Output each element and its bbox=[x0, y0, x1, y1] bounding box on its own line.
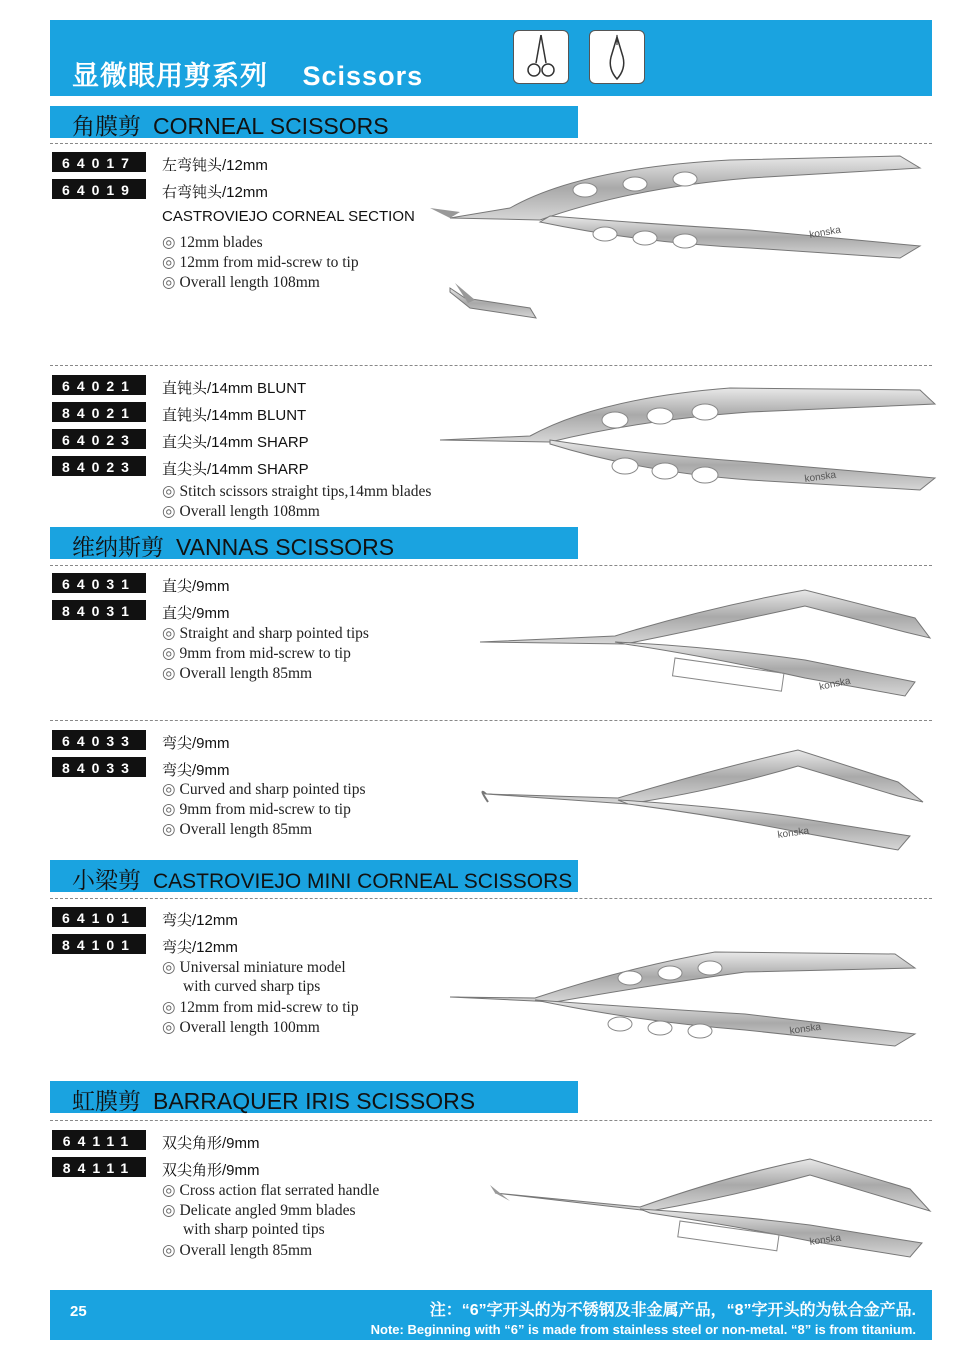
divider bbox=[50, 1120, 932, 1121]
divider bbox=[50, 365, 932, 366]
page-title bbox=[72, 54, 423, 93]
section-title-vannas bbox=[72, 529, 394, 562]
product-desc: 右弯钝头/12mm bbox=[162, 184, 268, 201]
spec-bullet: ◎ Cross action flat serrated handle bbox=[162, 1182, 380, 1199]
section-title-iris bbox=[72, 1083, 475, 1116]
spring-scissors-icon bbox=[589, 30, 645, 84]
scissors-photo-mini-corneal bbox=[445, 942, 940, 1057]
footer-note-en: Note: Beginning with “6” is made from stainless steel or non-metal. “8” is from titanium. bbox=[370, 1322, 916, 1337]
spec-bullet: ◎ Overall length 85mm bbox=[162, 1242, 313, 1259]
spec-bullet: ◎ Overall length 100mm bbox=[162, 1019, 320, 1036]
small-scissors-icon bbox=[513, 30, 569, 84]
section-title-en: VANNAS SCISSORS bbox=[176, 534, 395, 560]
spec-bullet: ◎ Delicate angled 9mm blades bbox=[162, 1202, 356, 1219]
product-code: 84031 bbox=[52, 600, 146, 622]
brand-engraving: konska bbox=[803, 469, 837, 485]
product-desc: 直尖头/14mm SHARP bbox=[162, 434, 309, 451]
product-desc: 左弯钝头/12mm bbox=[162, 157, 268, 174]
scissors-photo-iris bbox=[490, 1145, 940, 1265]
section-title-corneal bbox=[72, 108, 389, 141]
scissors-photo-corneal bbox=[430, 148, 940, 338]
divider bbox=[50, 720, 932, 721]
product-desc: 弯尖/12mm bbox=[162, 939, 238, 956]
product-desc: 直尖/9mm bbox=[162, 578, 230, 595]
product-desc: 双尖角形/9mm bbox=[162, 1135, 260, 1152]
spec-bullet: ◎ 12mm from mid-screw to tip bbox=[162, 254, 359, 271]
product-code: 64033 bbox=[52, 730, 146, 752]
spec-bullet: ◎ Overall length 108mm bbox=[162, 503, 320, 520]
section-title-cn: 维纳斯剪 bbox=[72, 534, 164, 560]
product-desc: 直钝头/14mm BLUNT bbox=[162, 407, 307, 424]
product-code: 64023 bbox=[52, 429, 146, 451]
product-desc: 直尖头/14mm SHARP bbox=[162, 461, 309, 478]
product-desc: 直尖/9mm bbox=[162, 605, 230, 622]
product-code: 84033 bbox=[52, 757, 146, 779]
spec-bullet: ◎ Curved and sharp pointed tips bbox=[162, 781, 366, 798]
spec-bullet: ◎ Overall length 108mm bbox=[162, 274, 320, 291]
spec-bullet: ◎ Overall length 85mm bbox=[162, 821, 313, 838]
product-desc: 弯尖/9mm bbox=[162, 735, 230, 752]
spec-bullet-continued: with curved sharp tips bbox=[183, 978, 321, 995]
spec-bullet: ◎ 12mm from mid-screw to tip bbox=[162, 999, 359, 1016]
section-title-en: CASTROVIEJO MINI CORNEAL SCISSORS bbox=[153, 870, 573, 893]
product-desc: 双尖角形/9mm bbox=[162, 1162, 260, 1179]
section-title-cn: 虹膜剪 bbox=[72, 1088, 141, 1114]
product-desc: 弯尖/9mm bbox=[162, 762, 230, 779]
product-code: 64111 bbox=[52, 1130, 146, 1152]
title-cn: 显微眼用剪系列 bbox=[72, 61, 268, 91]
divider bbox=[50, 898, 932, 899]
brand-engraving: konska bbox=[818, 675, 852, 693]
scissors-photo-vannas-curved bbox=[478, 742, 940, 857]
product-code: 64019 bbox=[52, 179, 146, 201]
spec-bullet: ◎ Overall length 85mm bbox=[162, 665, 313, 682]
spec-bullet: ◎ Stitch scissors straight tips,14mm blades bbox=[162, 483, 432, 500]
product-code: 64101 bbox=[52, 907, 146, 929]
product-code: 64017 bbox=[52, 152, 146, 174]
footer-note-cn: 注：“6”字开头的为不锈钢及非金属产品，“8”字开头的为钛合金产品. bbox=[429, 1302, 916, 1319]
product-desc: 弯尖/12mm bbox=[162, 912, 238, 929]
section-title-cn: 小梁剪 bbox=[72, 867, 141, 893]
section-title-mini-corneal bbox=[72, 862, 572, 895]
product-code: 64021 bbox=[52, 375, 146, 397]
section-title-en: BARRAQUER IRIS SCISSORS bbox=[153, 1088, 476, 1114]
brand-engraving: konska bbox=[808, 224, 842, 241]
spec-bullet: ◎ 9mm from mid-screw to tip bbox=[162, 645, 351, 662]
divider bbox=[50, 143, 932, 144]
product-desc: 直钝头/14mm BLUNT bbox=[162, 380, 307, 397]
brand-engraving: konska bbox=[808, 1232, 842, 1248]
product-code: 84111 bbox=[52, 1157, 146, 1179]
product-code: 64031 bbox=[52, 573, 146, 595]
section-title-en: CORNEAL SCISSORS bbox=[153, 113, 389, 139]
title-en: Scissors bbox=[302, 61, 424, 91]
spec-bullet-continued: with sharp pointed tips bbox=[183, 1221, 325, 1238]
brand-engraving: konska bbox=[788, 1021, 822, 1037]
page-number: 25 bbox=[70, 1303, 87, 1320]
spec-bullet: ◎ Universal miniature model bbox=[162, 959, 346, 976]
scissors-photo-stitch bbox=[430, 378, 940, 508]
product-code: 84021 bbox=[52, 402, 146, 424]
spec-bullet: ◎ Straight and sharp pointed tips bbox=[162, 625, 369, 642]
brand-engraving: konska bbox=[776, 825, 810, 841]
product-subtitle: CASTROVIEJO CORNEAL SECTION bbox=[162, 208, 415, 225]
product-code: 84023 bbox=[52, 456, 146, 478]
scissors-photo-vannas-straight bbox=[475, 578, 940, 703]
spec-bullet: ◎ 12mm blades bbox=[162, 234, 263, 251]
spec-bullet: ◎ 9mm from mid-screw to tip bbox=[162, 801, 351, 818]
product-code: 84101 bbox=[52, 934, 146, 956]
section-title-cn: 角膜剪 bbox=[72, 113, 141, 139]
divider bbox=[50, 565, 932, 566]
